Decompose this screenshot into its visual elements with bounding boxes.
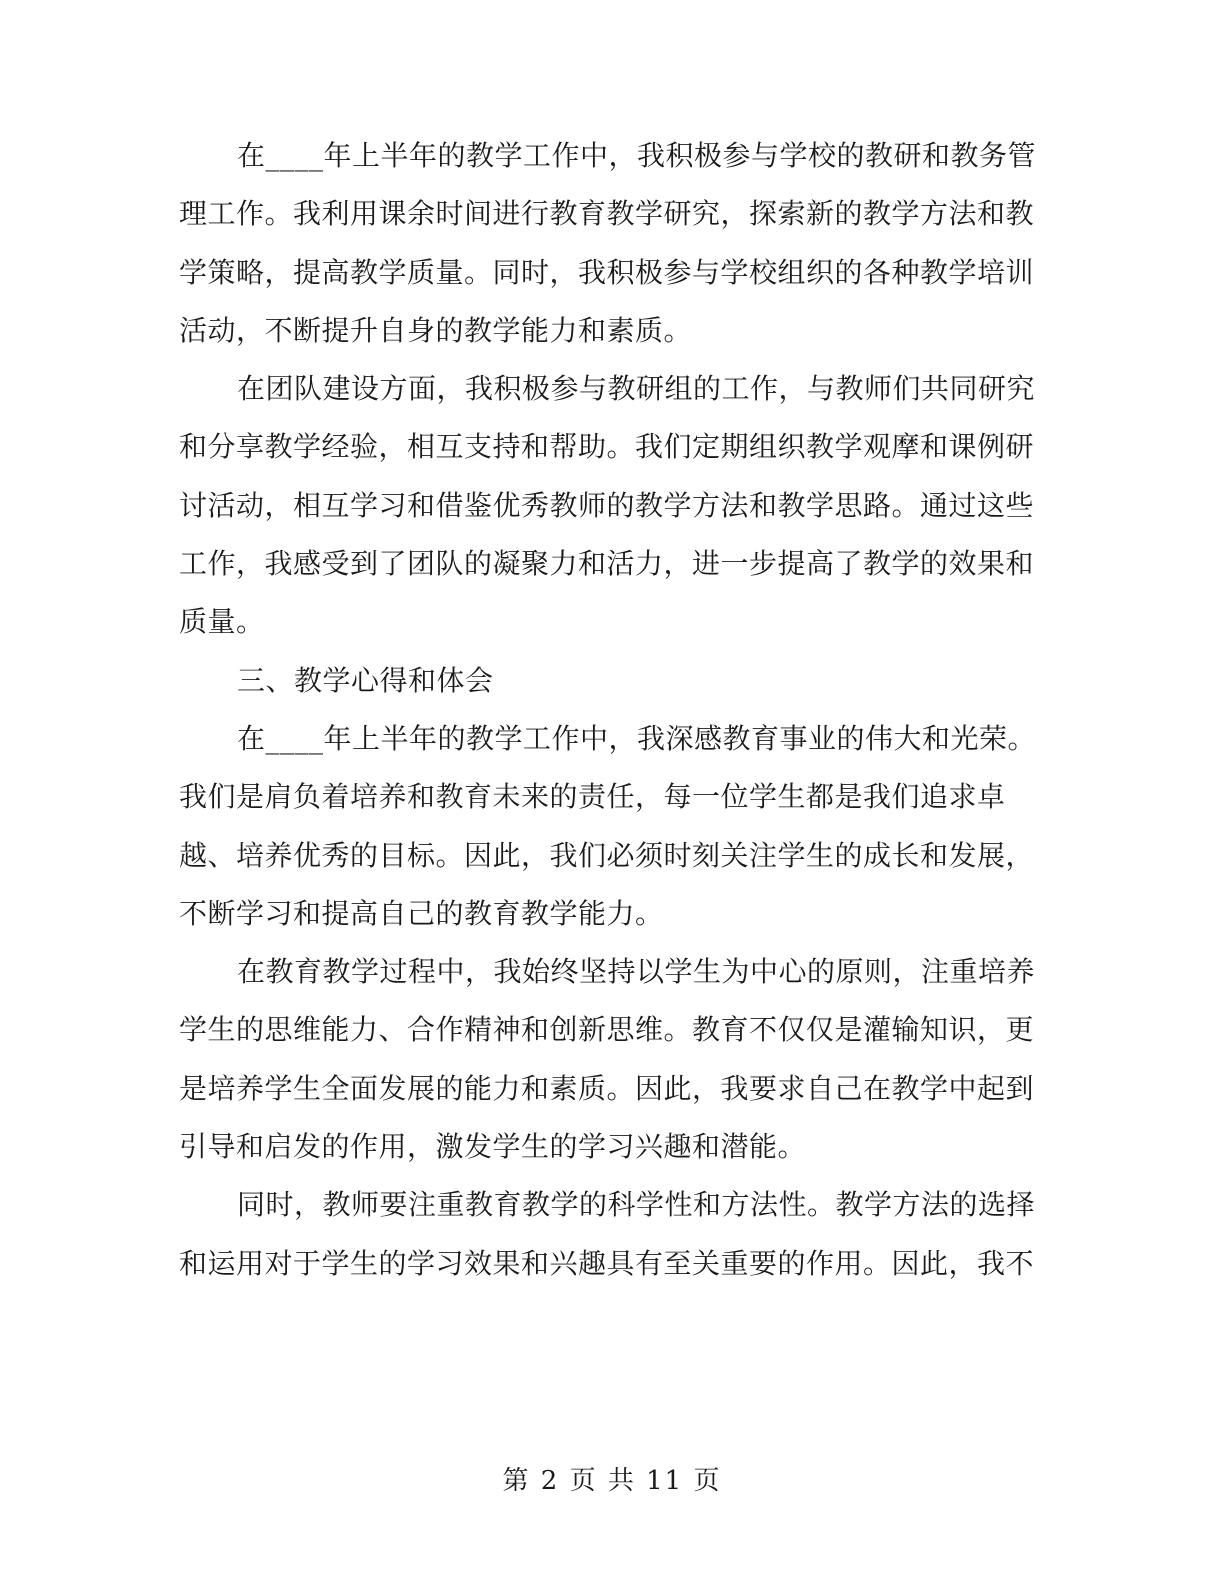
text-line: 讨活动，相互学习和借鉴优秀教师的教学方法和教学思路。通过这些 — [179, 488, 1035, 522]
page-number-footer: 第 2 页 共 11 页 — [502, 1466, 722, 1496]
text-line: 工作，我感受到了团队的凝聚力和活力，进一步提高了教学的效果和 — [179, 547, 1035, 581]
text-line: 和运用对于学生的学习效果和兴趣具有至关重要的作用。因此，我不 — [179, 1246, 1035, 1280]
text-line: 不断学习和提高自己的教育教学能力。 — [179, 896, 664, 930]
paragraph-p5 — [179, 943, 1036, 1176]
text-line: 同时，教师要注重教育教学的科学性和方法性。教学方法的选择 — [237, 1188, 1036, 1222]
text-line: 在____年上半年的教学工作中，我深感教育事业的伟大和光荣。 — [237, 721, 1037, 755]
paragraph-p1 — [179, 127, 1037, 360]
text-line: 在教育教学过程中，我始终坚持以学生为中心的原则，注重培养 — [237, 955, 1036, 989]
text-line: 在团队建设方面，我积极参与教研组的工作，与教师们共同研究 — [237, 372, 1036, 406]
text-line: 引导和启发的作用，激发学生的学习兴趣和潜能。 — [179, 1130, 807, 1164]
text-line: 越、培养优秀的目标。因此，我们必须时刻关注学生的成长和发展， — [179, 838, 1035, 872]
paragraph-p3 — [179, 652, 1019, 710]
document-body — [179, 127, 1037, 1293]
text-line: 和分享教学经验，相互支持和帮助。我们定期组织教学观摩和课例研 — [179, 430, 1035, 464]
text-line: 我们是肩负着培养和教育未来的责任，每一位学生都是我们追求卓 — [179, 780, 1006, 814]
text-line: 是培养学生全面发展的能力和素质。因此，我要求自己在教学中起到 — [179, 1071, 1035, 1105]
text-line: 学策略，提高教学质量。同时，我积极参与学校组织的各种教学培训 — [179, 255, 1035, 289]
text-line: 在____年上半年的教学工作中，我积极参与学校的教研和教务管 — [237, 139, 1037, 172]
text-line: 质量。 — [179, 605, 265, 639]
paragraph-p2 — [179, 360, 1036, 651]
text-line: 理工作。我利用课余时间进行教育教学研究，探索新的教学方法和教 — [179, 197, 1035, 231]
text-line: 三、教学心得和体会 — [237, 663, 494, 697]
text-line: 活动，不断提升自身的教学能力和素质。 — [179, 313, 693, 347]
paragraph-p4 — [179, 710, 1037, 943]
text-line: 学生的思维能力、合作精神和创新思维。教育不仅仅是灌输知识，更 — [179, 1013, 1035, 1047]
paragraph-p6 — [179, 1176, 1036, 1293]
